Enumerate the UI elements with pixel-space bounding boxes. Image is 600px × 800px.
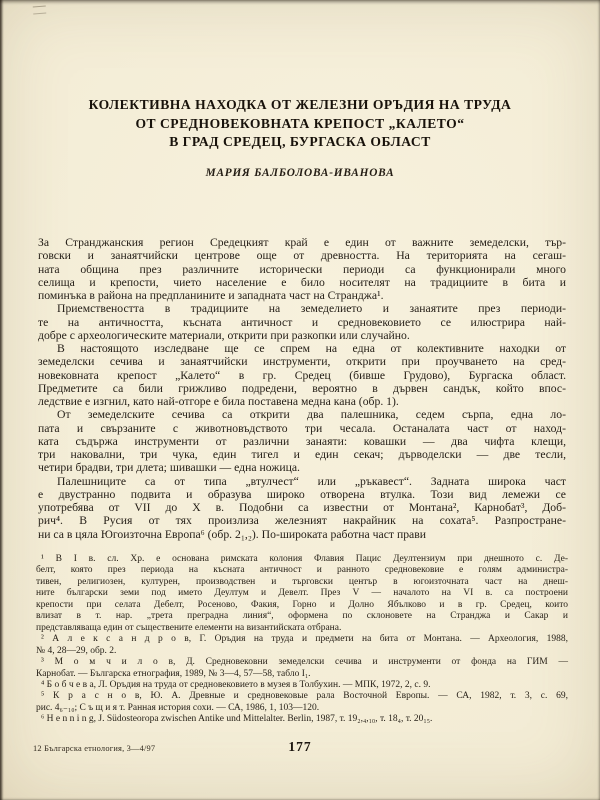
text-line: ката съдържа инструменти от различни занаяти: ковашки — два чифта клещи, [38,434,566,448]
paragraph [38,236,566,302]
footnote-line: ⁶ H e n n i n g, J. Südosteoropa zwischen Antike und Mittelalter. Berlin, 1987, т. 19₂,₄,₁₀, т. 18₄, т. 20₁₅. [41,714,433,725]
journal-footer-line: 12 Българска етнология, 3—4/97 [33,744,156,753]
footnote-line: тивен, религиозен, културен, производствен и търговски център в югоизточната част на днеш- [36,576,568,587]
footnote-line: ⁵ К р а с н о в, Ю. А. Древные и средновековые рала Восточной Европы. — СА, 1982, т. 3, с. 69, [41,691,568,702]
text-line: четири брадви, три длета; шивашки — една ножица. [38,461,300,475]
text-line: пата и свързаните с животновъдството три чесала. Останалата част от наход- [38,421,566,435]
text-line: рич⁴. В Русия от тях произлиза железният накрайник на сохата⁵. Разпростране- [38,514,566,528]
paragraph [38,342,566,408]
footnote-line: ⁴ Б о б ч е в а, Л. Оръдия на труда от средновековието в музея в Толбухин. — МПК, 1972, 2, с. 9. [41,679,431,690]
text-line: новековната крепост „Калето“ в гр. Средец (бивше Грудово), Бургаска област. [38,368,566,382]
text-line: добре с археологическите материали, открити при разкопки или случайно. [38,328,410,342]
text-line: земеделски сечива и занаятчийски инструменти, открити при проучването на сред- [38,355,566,369]
footnote [36,554,568,634]
footnote-line: крепости при селата Дебелт, Росеново, Факия, Горно и Долно Ябълково и в гр. Средец, които [36,599,568,610]
paragraph [38,408,566,474]
text-line: е двустранно подвита и образува широко отворена втулка. Този вид лемежи се [38,487,566,501]
text-line: три наковални, три чука, един тигел и един секач; дърводелски — две тесли, [38,448,566,461]
footnote-line: ² А л е к с а н д р о в, Г. Оръдия на труда и предмети на бита от Монтана. — Археология, 1988, [41,634,568,645]
text-line: За Странджанския регион Средецкият край е един от важните земеделски, тър- [38,236,566,249]
footnote-line: ¹ В I в. сл. Хр. е основана римската колония Флавия Пацис Деултензиум при днешното с. Де- [41,554,568,564]
article-title-line-1: КОЛЕКТИВНА НАХОДКА ОТ ЖЕЛЕЗНИ ОРЪДИЯ НА ТРУДА [88,97,512,112]
article-title-line-3: В ГРАД СРЕДЕЦ, БУРГАСКА ОБЛАСТ [169,134,431,150]
footnote-line: белт, която през периода на късната античност и ранното средновековие е голям администра- [36,565,568,576]
text-line: те на античността, късната античност и средновековието се илюстрира най- [38,315,566,329]
text-line: Приемствеността в традициите на земеделието и занаятите през периоди- [57,302,566,316]
text-line: поминъка в района на предпланините и западната част на Странджа¹. [38,289,384,302]
text-line: ната община през различните исторически периоди са функционирали много [38,262,566,276]
paragraph [38,475,566,541]
article-author: МАРИЯ БАЛБОЛОВА-ИВАНОВА [205,167,395,179]
footnote [36,691,568,714]
footnote [36,657,568,680]
footnote-line: Карнобат. — Българска етнография, 1989, № 3—4, 57—58, табло I₁. [36,668,311,679]
text-line: ледствие е изгнил, като най-отгоре е била поставена медна кана (обр. 1). [38,395,399,408]
footnote-line: рис. 4₆₋₁₀; С ъ щ и я т. Ранная история сохи. — СА, 1986, 1, 103—120. [36,702,320,713]
pencil-corner-mark [33,6,47,15]
footnote-line: ните български земи под името Деултум и Девелт. През V — началото на VI в. са построени [36,588,568,599]
text-line: От земеделските сечива са открити два палешника, седем сърпа, една ло- [57,408,566,422]
footnote [36,714,568,725]
article-title [36,96,564,152]
footnotes [36,554,568,726]
footnote-line: № 4, 28—29, обр. 2. [36,645,117,656]
text-line: употребява от VII до X в. Подобни са известни от Монтана², Карнобат³, Доб- [38,501,566,514]
body-text [38,236,566,541]
article-title-line-2: ОТ СРЕДНОВЕКОВНАТА КРЕПОСТ „КАЛЕТО“ [135,115,465,131]
footnote-line: влизат в т. нар. „трета преградна линия“, оформена по склоновете на Странджа и Сакар и [36,611,568,622]
page-number: 177 [288,739,312,754]
footnote [36,680,568,691]
footnote-line: представляваща един от съществените елементи на византийската отбрана. [36,622,342,633]
text-line: Палешниците са от типа „втулчест“ или „ръкавест“. Задната широка част [57,474,566,488]
footnote [36,634,568,657]
text-line: селища и крепости, чието население е било носителят на традициите в бита и [38,275,566,289]
text-line: В настоящото изследване ще се спрем на една от колективните находки от [57,342,566,355]
text-line: ни са в цяла Югоизточна Европа⁶ (обр. 2₁,₂). По-широката работна част прави [38,527,426,541]
text-line: говски и занаятчийски центрове още от древността. На територията на сегаш- [38,249,566,263]
paragraph [38,302,566,342]
footnote-line: ³ М о м ч и л о в, Д. Средновековни земеделски сечива и инструменти от фонда на ГИМ — [41,657,568,668]
text-line: Предметите са били грижливо подредени, вероятно в дървен сандък, който впос- [38,381,566,395]
